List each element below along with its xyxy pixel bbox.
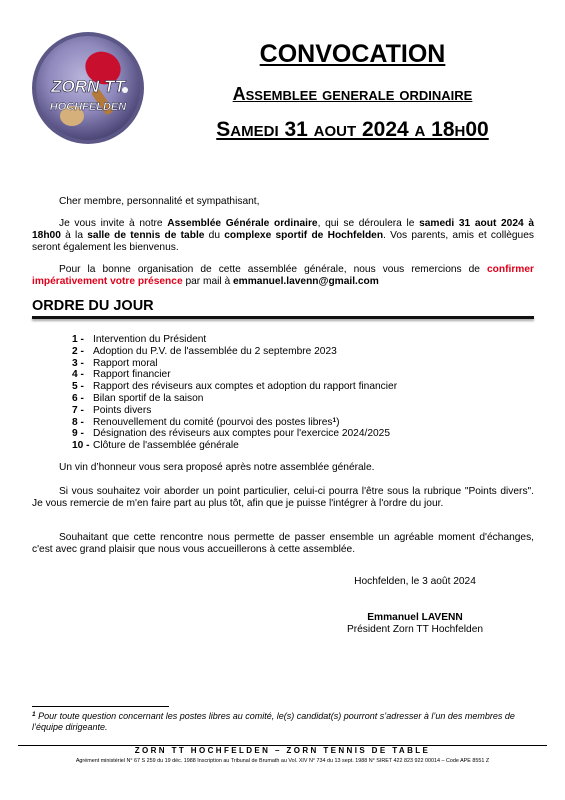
list-item: 10 - Clôture de l'assemblée générale <box>72 440 239 452</box>
footnote-ref: 1 <box>332 416 337 424</box>
list-item: 6 - Bilan sportif de la saison <box>72 392 204 404</box>
logo-line-2: HOCHFELDEN <box>49 101 127 113</box>
invitation-paragraph: Je vous invite à notre Assemblée Générale ordinaire, qui se déroulera le samedi 31 aout 2024 à 18h00 à la salle de tennis de table du complexe sportif de Hochfelden. Vos parents, amis et collègues seront également les bienvenus. <box>32 218 535 253</box>
footnote-rule <box>32 706 169 707</box>
agenda-list <box>72 334 532 452</box>
agenda-heading: ORDRE DU JOUR <box>32 298 154 314</box>
list-item: 1 - Intervention du Président <box>72 334 207 345</box>
list-item: 5 - Rapport des réviseurs aux comptes et adoption du rapport financier <box>72 381 398 393</box>
closing-paragraph: Souhaitant que cette rencontre nous permette de passer ensemble un agréable moment d'échanges, c'est avec grand plaisir que nous vous accueillerons à cette assemblée. <box>32 532 534 555</box>
list-item: 4 - Rapport financier <box>72 369 171 381</box>
footer-title: ZORN TT HOCHFELDEN – ZORN TENNIS DE TABLE <box>134 746 431 755</box>
agenda-heading-rule <box>32 316 534 319</box>
signatory-role: Président Zorn TT Hochfelden <box>346 624 484 635</box>
contact-email-link[interactable]: emmanuel.lavenn@gmail.com <box>233 276 379 287</box>
list-item: 7 - Points divers <box>72 404 152 416</box>
points-paragraph: Si vous souhaitez voir aborder un point particulier, celui-ci pourra l'être sous la rubrique "Points divers". Je vous remercie de m'en faire part au plus tôt, afin que je puisse l'intégrer à l'ordre du jour. <box>32 486 534 509</box>
signatory-name: Emmanuel LAVENN <box>367 612 463 623</box>
list-item: 9 - Désignation des réviseurs aux comptes pour l'exercice 2024/2025 <box>72 428 390 440</box>
document-subtitle: Assemblee generale ordinaire <box>232 84 473 104</box>
club-logo <box>30 30 146 146</box>
logo-line-1: ZORN TT <box>51 77 125 96</box>
event-date: Samedi 31 aout 2024 a 18h00 <box>216 118 489 141</box>
document-title: CONVOCATION <box>259 40 446 68</box>
footer-legal-info: Agrément ministériel N° 67 S 259 du 19 déc. 1988 Inscription au Tribunal de Brumath au Vol. XIV N° 734 du 13 sept. 1988 N° SIRET 422 823 922 00014 – Code APE 8551 Z <box>75 758 490 764</box>
reception-paragraph: Un vin d’honneur vous sera proposé après notre assemblée générale. <box>59 462 375 473</box>
rsvp-paragraph: Pour la bonne organisation de cette assemblée générale, nous vous remercions de confirmer impérativement votre présence par mail à emmanuel.lavenn@gmail.com <box>32 264 534 287</box>
greeting: Cher membre, personnalité et sympathisant, <box>59 196 260 207</box>
place-date: Hochfelden, le 3 août 2024 <box>354 576 476 587</box>
list-item: 3 - Rapport moral <box>72 357 158 369</box>
list-item: 8 - Renouvellement du comité (pourvoi des postes libres$^1$) <box>72 416 340 428</box>
list-item: 2 - Adoption du P.V. de l'assemblée du 2 septembre 2023 <box>72 345 337 357</box>
footnote: $^1$ Pour toute question concernant les postes libres au comité, le(s) candidat(s) pourront s’adresser à l’un des membres de l’équipe dirigeante. <box>32 711 515 732</box>
